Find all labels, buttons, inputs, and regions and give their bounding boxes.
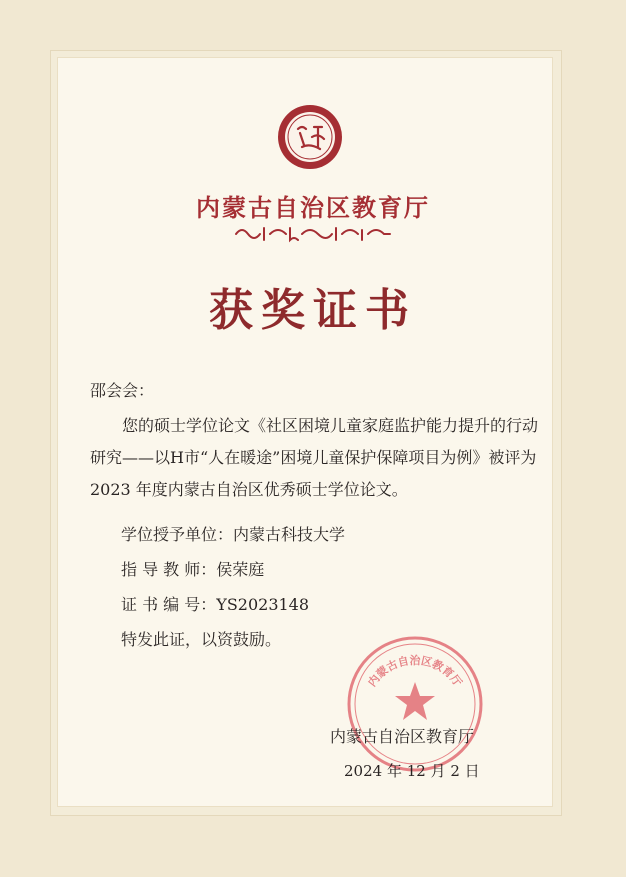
advisor: 指 导 教 师：侯荣庭	[121, 560, 265, 579]
mongolian-script-title	[232, 222, 394, 244]
official-seal-icon	[345, 634, 485, 774]
certificate-title: 获奖证书	[209, 285, 417, 336]
emblem-icon	[276, 103, 344, 171]
closing-line: 特发此证，以资鼓励。	[121, 630, 282, 649]
seal-text: 内蒙古自治区教育厅	[365, 654, 465, 690]
recipient-name: 邵会会：	[90, 381, 155, 400]
issue-date: 2024 年 12 月 2 日	[344, 762, 480, 780]
award-paragraph: 您的硕士学位论文《社区困境儿童家庭监护能力提升的行动研究——以H市“人在暖途”困境儿童保护保障项目为例》被评为 2023 年度内蒙古自治区优秀硕士学位论文。	[90, 416, 539, 499]
degree-unit: 学位授予单位：内蒙古科技大学	[121, 525, 346, 544]
issuer-name: 内蒙古自治区教育厅	[330, 727, 475, 746]
certificate-number: 证 书 编 号：YS2023148	[121, 595, 310, 614]
org-title: 内蒙古自治区教育厅	[196, 193, 430, 222]
